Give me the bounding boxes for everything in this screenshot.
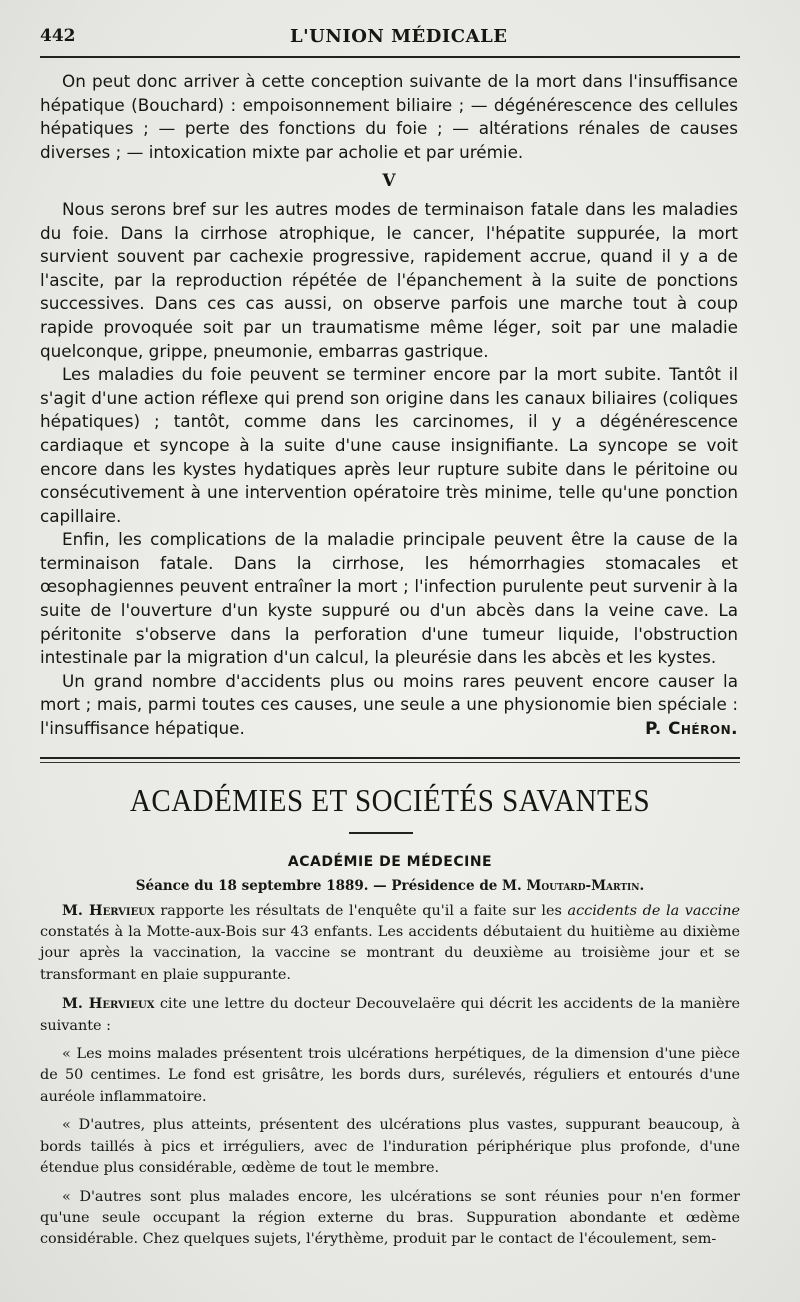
author-signature: P. Chéron.	[645, 718, 738, 739]
report-text-a: rapporte les résultats de l'enquête qu'il a faite sur les	[160, 902, 562, 919]
article-paragraph-5	[40, 670, 738, 741]
article-body	[40, 70, 738, 741]
session-president: Moutard-Martin.	[526, 877, 645, 894]
article-paragraph-5-text: Un grand nombre d'accidents plus ou moins rares peuvent encore causer la mort ; mais, parmi toutes ces causes, une seule a une physionomie bien spéciale : l'insuffisance hépatique.	[40, 670, 738, 739]
report-text: cite une lettre du docteur Decouvelaëre qui décrit les accidents de la manière suivante :	[40, 996, 740, 1034]
report-italic: accidents de la vaccine	[567, 902, 740, 919]
article-paragraph-1: On peut donc arriver à cette conception suivante de la mort dans l'insuffisance hépatique (Bouchard) : empoisonnement biliaire ; — dégénérescence des cellules hépatiques ; — perte des fonctions du foie ; — altérations rénales de causes diverses ; — intoxication mixte par acholie et par urémie.	[40, 71, 738, 162]
academy-report	[40, 900, 740, 1251]
running-head	[40, 26, 738, 56]
header-rule	[40, 56, 740, 58]
article-paragraph-2: Nous serons bref sur les autres modes de terminaison fatale dans les maladies du foie. Dans la cirrhose atrophique, le cancer, l'hépatite suppurée, la mort survient souvent par cachexie progressive, rapidement accrue, quand il y a de l'ascite, par la reproduction répétée de l'épanchement à la suite de ponctions successives. Dans ces cas aussi, on observe parfois une marche tout à coup rapide provoquée soit par un traumatisme même léger, soit par une maladie quelconque, grippe, pneumonie, embarras gastrique.	[40, 198, 738, 361]
journal-title: L'UNION MÉDICALE	[290, 26, 508, 47]
quote-paragraph-3: « D'autres sont plus malades encore, les ulcérations se sont réunies pour n'en former qu'une seule occupant la région externe du bras. Suppuration abondante et œdème considérable. Chez quelques sujets, l'érythème, produit par le contact de l'écoulement, sem-	[40, 1188, 740, 1248]
quote-paragraph-2: « D'autres, plus atteints, présentent des ulcérations plus vastes, suppurant beaucoup, à bords taillés à pics et irréguliers, avec de l'induration périphérique plus profonde, d'une étendue plus considérable, œdème de tout le membre.	[40, 1117, 740, 1177]
session-line	[40, 878, 740, 894]
subsection-title: ACADÉMIE DE MÉDECINE	[287, 853, 493, 870]
quote-paragraph-1: « Les moins malades présentent trois ulcérations herpétiques, de la dimension d'une pièce de 50 centimes. Le fond est grisâtre, les bords durs, surélevés, réguliers et entourés d'une auréole inflammatoire.	[40, 1046, 740, 1105]
report-author: M. Hervieux	[62, 995, 155, 1013]
report-paragraph-1	[40, 900, 740, 987]
article-paragraph-4: Enfin, les complications de la maladie principale peuvent être la cause de la terminaison fatale. Dans la cirrhose, les hémorrhagies stomacales et œsophagiennes peuvent entraîner la mort ; l'infection purulente peut survenir à la suite de l'ouverture d'un kyste suppuré ou d'un abcès dans la veine cave. La péritonite s'observe dans la perforation d'une tumeur liquide, l'obstruction intestinale par la migration d'un calcul, la pleurésie dans les abcès et les kystes.	[40, 529, 738, 668]
report-text-b: constatés à la Motte-aux-Bois sur 43 enfants. Les accidents débutaient du huitième au dixième jour après la vaccination, la vaccine se montrant du deuxième au troisième jour et se transformant en plaie suppurante.	[40, 924, 740, 983]
section-title: ACADÉMIES ET SOCIÉTÉS SAVANTES	[129, 782, 651, 819]
section-divider	[40, 757, 740, 763]
report-paragraph-2	[40, 993, 740, 1037]
title-underline	[349, 832, 413, 834]
section-number: V	[382, 171, 396, 192]
page-number: 442	[40, 26, 76, 46]
article-paragraph-3: Les maladies du foie peuvent se terminer encore par la mort subite. Tantôt il s'agit d'une action réflexe qui prend son origine dans les canaux biliaires (coliques hépatiques) ; tantôt, comme dans les carcinomes, il y a dégénérescence cardiaque et syncope à la suite d'une cause insignifiante. La syncope se voit encore dans les kystes hydatiques après leur rupture subite dans le péritoine ou consécutivement à une intervention opératoire très minime, telle qu'une ponction capillaire.	[40, 364, 738, 526]
session-prefix: Séance du 18 septembre 1889. — Présidence de M.	[135, 877, 522, 894]
report-author: M. Hervieux	[62, 901, 155, 919]
